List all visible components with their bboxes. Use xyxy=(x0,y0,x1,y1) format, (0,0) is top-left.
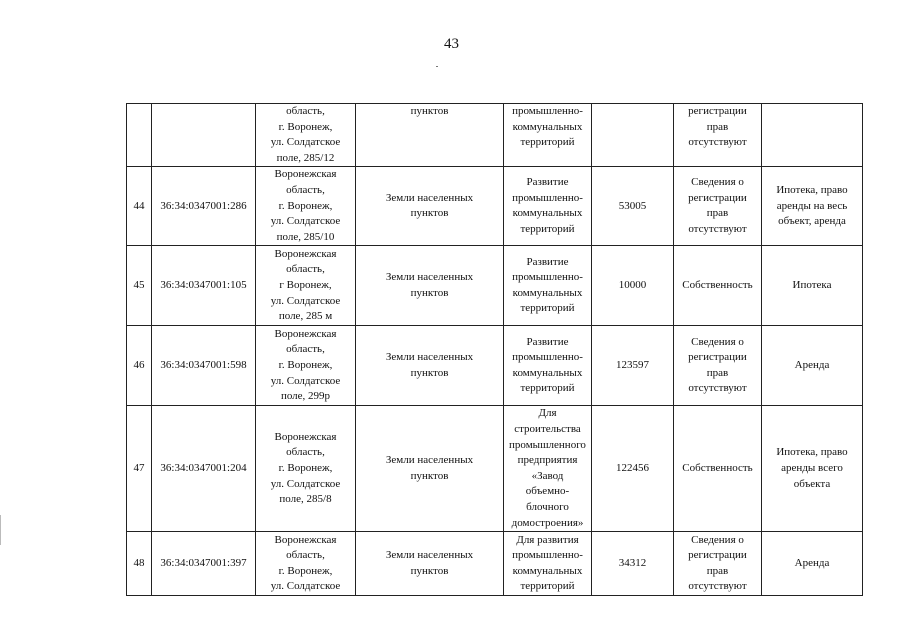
permitted-use: Для развития промышленно- коммунальных территорий xyxy=(504,532,592,596)
land-category: Земли населенных пунктов xyxy=(356,326,504,406)
scan-edge-mark xyxy=(0,515,1,545)
row-number: 45 xyxy=(127,246,152,326)
right-type: регистрации прав отсутствуют xyxy=(674,104,762,167)
row-number: 46 xyxy=(127,326,152,406)
area: 122456 xyxy=(592,406,674,532)
table-row xyxy=(127,167,863,246)
permitted-use: Развитие промышленно- коммунальных территорий xyxy=(504,326,592,406)
area: 10000 xyxy=(592,246,674,326)
area: 123597 xyxy=(592,326,674,406)
land-category: Земли населенных пунктов xyxy=(356,406,504,532)
land-category: Земли населенных пунктов xyxy=(356,532,504,596)
encumbrance: Ипотека, право аренды на весь объект, аренда xyxy=(762,167,863,246)
cadastral-number xyxy=(152,104,256,167)
address: Воронежская область, г. Воронеж, ул. Солдатское поле, 285/10 xyxy=(256,167,356,246)
table-row xyxy=(127,104,863,167)
page-number: 43 xyxy=(444,36,459,52)
encumbrance xyxy=(762,104,863,167)
permitted-use: Развитие промышленно- коммунальных территорий xyxy=(504,167,592,246)
area xyxy=(592,104,674,167)
address: Воронежская область, г Воронеж, ул. Солдатское поле, 285 м xyxy=(256,246,356,326)
row-number: 47 xyxy=(127,406,152,532)
table-row xyxy=(127,326,863,406)
address: Воронежская область, г. Воронеж, ул. Солдатское xyxy=(256,532,356,596)
land-category: Земли населенных пунктов xyxy=(356,167,504,246)
encumbrance: Ипотека xyxy=(762,246,863,326)
table-row xyxy=(127,246,863,326)
row-number xyxy=(127,104,152,167)
permitted-use: Развитие промышленно- коммунальных территорий xyxy=(504,246,592,326)
cadastral-number: 36:34:0347001:204 xyxy=(152,406,256,532)
scan-speck xyxy=(436,66,438,67)
right-type: Сведения о регистрации прав отсутствуют xyxy=(674,167,762,246)
cadastral-number: 36:34:0347001:286 xyxy=(152,167,256,246)
address: область, г. Воронеж, ул. Солдатское поле, 285/12 xyxy=(256,104,356,167)
land-category: Земли населенных пунктов xyxy=(356,246,504,326)
cadastral-number: 36:34:0347001:397 xyxy=(152,532,256,596)
right-type: Собственность xyxy=(674,406,762,532)
row-number: 48 xyxy=(127,532,152,596)
cadastral-number: 36:34:0347001:105 xyxy=(152,246,256,326)
right-type: Сведения о регистрации прав отсутствуют xyxy=(674,326,762,406)
table-row xyxy=(127,532,863,596)
address: Воронежская область, г. Воронеж, ул. Солдатское поле, 299р xyxy=(256,326,356,406)
row-number: 44 xyxy=(127,167,152,246)
permitted-use: Для строительства промышленного предприятия «Завод объемно- блочного домостроения» xyxy=(504,406,592,532)
land-plots-table xyxy=(126,103,863,596)
encumbrance: Аренда xyxy=(762,326,863,406)
encumbrance: Ипотека, право аренды всего объекта xyxy=(762,406,863,532)
encumbrance: Аренда xyxy=(762,532,863,596)
right-type: Собственность xyxy=(674,246,762,326)
right-type: Сведения о регистрации прав отсутствуют xyxy=(674,532,762,596)
cadastral-number: 36:34:0347001:598 xyxy=(152,326,256,406)
address: Воронежская область, г. Воронеж, ул. Солдатское поле, 285/8 xyxy=(256,406,356,532)
permitted-use: промышленно- коммунальных территорий xyxy=(504,104,592,167)
area: 53005 xyxy=(592,167,674,246)
area: 34312 xyxy=(592,532,674,596)
table-row xyxy=(127,406,863,532)
land-category: пунктов xyxy=(356,104,504,167)
